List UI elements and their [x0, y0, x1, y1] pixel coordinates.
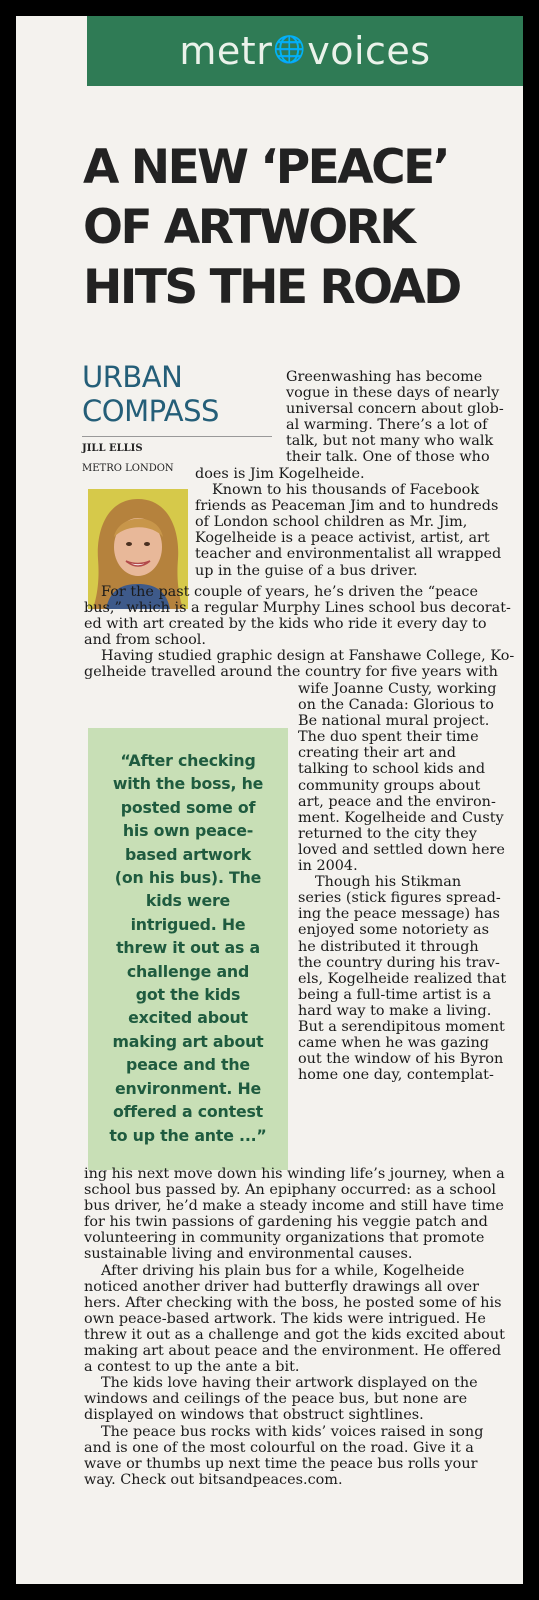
- byline-author: JILL ELLIS: [82, 443, 143, 454]
- intro-paragraph: [286, 369, 504, 466]
- text-line: threw it out as a challenge and got the kids excited about: [84, 1326, 505, 1343]
- text-line: wave or thumbs up next time the peace bus rolls your: [84, 1455, 478, 1472]
- text-line: home one day, contemplat-: [298, 1067, 494, 1084]
- headline-line: A NEW ‘PEACE’: [83, 140, 449, 195]
- body-text-1: [84, 584, 514, 681]
- text-line: their talk. One of those who: [286, 449, 490, 466]
- text-line: els, Kogelheide realized that: [298, 970, 507, 987]
- pull-quote-line: his own peace-: [122, 821, 254, 841]
- byline-outlet: METRO LONDON: [82, 463, 174, 474]
- text-line: The peace bus rocks with kids’ voices raised in song: [101, 1423, 484, 1440]
- text-line: ment. Kogelheide and Custy: [298, 809, 504, 826]
- text-line: talk, but not many who walk: [286, 433, 494, 450]
- pull-quote-line: (on his bus). The: [114, 868, 262, 888]
- text-line: Greenwashing has become: [286, 369, 483, 385]
- text-line: Known to his thousands of Facebook: [212, 482, 480, 499]
- body-text-2: [84, 1166, 505, 1488]
- text-line: volunteering in community organizations that promote: [84, 1230, 485, 1247]
- text-line: being a full-time artist is a: [298, 986, 492, 1003]
- pull-quote-line: intrigued. He: [130, 914, 246, 934]
- text-line: hers. After checking with the boss, he posted some of his: [84, 1294, 502, 1311]
- text-line: making art about peace and the environment. He offered: [84, 1343, 502, 1360]
- text-line: universal concern about glob-: [286, 401, 504, 418]
- text-line: ing his next move down his winding life’s journey, when a: [84, 1166, 505, 1182]
- text-line: and from school.: [84, 632, 206, 649]
- text-line: in 2004.: [298, 858, 358, 875]
- text-line: way. Check out bitsandpeaces.com.: [84, 1471, 343, 1488]
- text-line: The kids love having their artwork displayed on the: [101, 1375, 478, 1392]
- pull-quote-line: threw it out as a: [116, 938, 260, 958]
- pull-quote-line: posted some of: [120, 797, 256, 817]
- pull-quote-line: environment. He: [115, 1078, 261, 1098]
- text-line: hard way to make a living.: [298, 1002, 492, 1019]
- headline-line: OF ARTWORK: [83, 200, 414, 255]
- text-line: on the Canada: Glorious to: [298, 697, 494, 714]
- text-line: Having studied graphic design at Fanshawe College, Ko-: [101, 648, 515, 665]
- text-line: community groups about: [298, 777, 481, 794]
- masthead-banner: [87, 16, 523, 86]
- text-line: sustainable living and environmental causes.: [84, 1246, 413, 1263]
- pull-quote-line: “After checking: [120, 751, 256, 770]
- text-line: But a serendipitous moment: [298, 1018, 505, 1035]
- text-line: bus driver, he’d make a steady income and still have time: [84, 1198, 504, 1215]
- pull-quote-line: offered a contest: [112, 1102, 264, 1122]
- text-line: ing the peace message) has: [298, 906, 500, 923]
- pull-quote-line: with the boss, he: [112, 774, 264, 794]
- text-line: art, peace and the environ-: [298, 793, 496, 810]
- text-line: After driving his plain bus for a while, Kogelheide: [101, 1262, 465, 1279]
- text-line: enjoyed some notoriety as: [298, 922, 489, 939]
- pull-quote-line: excited about: [128, 1008, 248, 1028]
- text-line: gelheide travelled around the country for five years with: [84, 664, 498, 681]
- text-line: wife Joanne Custy, working: [298, 681, 497, 697]
- pull-quote-line: kids were: [145, 891, 231, 911]
- text-line: al warming. There’s a lot of: [286, 417, 488, 434]
- column-name-line: URBAN: [82, 360, 183, 394]
- text-line: does is Jim Kogelheide.: [195, 466, 365, 482]
- text-line: windows and ceilings of the peace bus, but none are: [84, 1391, 468, 1408]
- text-line: The duo spent their time: [298, 729, 479, 746]
- column-name-line: COMPASS: [82, 394, 219, 428]
- text-line: teacher and environmentalist all wrapped: [195, 546, 502, 563]
- masthead-left: metr: [179, 29, 273, 73]
- headline-line: HITS THE ROAD: [83, 260, 460, 315]
- text-line: returned to the city they: [298, 825, 477, 842]
- text-line: Though his Stikman: [315, 874, 462, 891]
- text-line: came when he was gazing: [298, 1035, 489, 1052]
- pull-quote-line: challenge and: [126, 961, 250, 981]
- text-line: own peace-based artwork. The kids were intrigued. He: [84, 1310, 486, 1327]
- pull-quote-line: to up the ante ...”: [109, 1125, 267, 1145]
- pull-quote-line: based artwork: [124, 844, 252, 864]
- text-line: talking to school kids and: [298, 761, 486, 778]
- globe-icon: 🌐: [273, 35, 307, 65]
- text-line: bus,” which is a regular Murphy Lines school bus decorat-: [84, 600, 511, 617]
- text-line: friends as Peaceman Jim and to hundreds: [195, 498, 499, 515]
- text-line: for his twin passions of gardening his veggie patch and: [84, 1214, 488, 1231]
- pull-quote-line: got the kids: [135, 985, 241, 1005]
- text-line: up in the guise of a bus driver.: [195, 562, 418, 579]
- masthead-right: voices: [307, 29, 431, 73]
- pull-quote: [88, 749, 288, 1147]
- text-line: the country during his trav-: [298, 954, 500, 971]
- pull-quote-line: making art about: [112, 1031, 264, 1051]
- pull-quote-line: peace and the: [126, 1055, 250, 1075]
- text-line: vogue in these days of nearly: [286, 385, 500, 402]
- text-line: Be national mural project.: [298, 713, 490, 730]
- text-line: For the past couple of years, he’s driven the “peace: [101, 584, 478, 600]
- text-line: a contest to up the ante a bit.: [84, 1359, 300, 1376]
- text-line: noticed another driver had butterfly drawings all over: [84, 1278, 479, 1295]
- headline: [83, 138, 523, 318]
- text-line: ed with art created by the kids who ride it every day to: [84, 616, 487, 633]
- text-line: school bus passed by. An epiphany occurred: as a school: [84, 1182, 496, 1199]
- column-name: [82, 360, 219, 428]
- text-line: creating their art and: [298, 745, 456, 762]
- text-line: series (stick figures spread-: [298, 890, 501, 907]
- text-line: and is one of the most colourful on the road. Give it a: [84, 1439, 474, 1456]
- text-line: he distributed it through: [298, 938, 479, 955]
- text-line: loved and settled down here: [298, 841, 505, 858]
- text-line: out the window of his Byron: [298, 1051, 504, 1068]
- column-divider: [82, 436, 272, 437]
- right-column-text: [298, 681, 506, 1083]
- newspaper-page: [16, 16, 523, 1584]
- text-line: of London school children as Mr. Jim,: [195, 514, 468, 531]
- text-line: Kogelheide is a peace activist, artist, art: [195, 530, 490, 547]
- beside-photo-text: [195, 466, 501, 579]
- text-line: displayed on windows that obstruct sightlines.: [84, 1407, 424, 1424]
